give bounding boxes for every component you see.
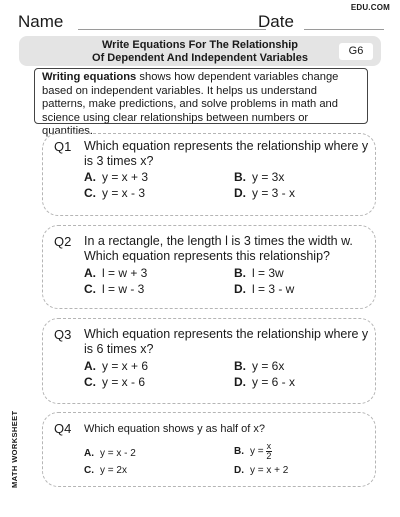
name-label: Name (18, 12, 64, 31)
option-letter: C. (84, 465, 94, 476)
edu-logo: EDU.COM (350, 3, 390, 12)
option-b[interactable] (234, 359, 284, 373)
question-number: Q1 (54, 139, 72, 154)
intro-text: shows how dependent variables change based on independent variables. It helps us understand patterns, make predictions, and solve problems in math and science using clear relationships between numbers or quantities. (42, 71, 339, 137)
option-letter: A. (84, 170, 96, 184)
option-text: y = 6 - x (252, 375, 296, 389)
question-box-2 (42, 225, 376, 309)
option-letter: B. (234, 446, 244, 458)
question-text: Which equation shows y as half of x? (84, 423, 265, 435)
name-date-row (18, 10, 382, 32)
option-text: y = x - 6 (102, 375, 146, 389)
option-a[interactable] (84, 170, 148, 184)
question-number: Q2 (54, 234, 72, 249)
option-text: y = 3 - x (252, 186, 296, 200)
option-text: y = x + 3 (102, 170, 149, 184)
option-letter: A. (84, 448, 94, 459)
option-b[interactable] (234, 266, 284, 280)
question-number: Q3 (54, 327, 72, 342)
option-letter: B. (234, 359, 246, 373)
option-letter: A. (84, 266, 96, 280)
title-line-2: Of Dependent And Independent Variables (92, 51, 308, 64)
title-bar (19, 36, 381, 66)
date-label: Date (258, 12, 294, 31)
option-text: y = x + 2 (250, 465, 289, 476)
option-letter: D. (234, 186, 246, 200)
option-letter: D. (234, 375, 246, 389)
option-letter: C. (84, 375, 96, 389)
option-b[interactable] (234, 170, 284, 184)
option-b[interactable] (234, 442, 272, 461)
option-text: y = 3x (252, 170, 285, 184)
option-letter: D. (234, 282, 246, 296)
question-number: Q4 (54, 421, 72, 436)
option-letter: A. (84, 359, 96, 373)
question-box-4 (42, 412, 376, 487)
option-c[interactable] (84, 375, 145, 389)
option-d[interactable] (234, 464, 288, 478)
intro-box (34, 68, 368, 137)
fraction-numerator: x (266, 441, 272, 451)
option-text: l = 3w (252, 266, 284, 280)
option-text: y = x - 3 (102, 186, 146, 200)
option-d[interactable] (234, 186, 295, 200)
option-text: y = x + 6 (102, 359, 149, 373)
option-a[interactable] (84, 447, 136, 461)
fraction-x-over-2 (266, 442, 273, 461)
option-c[interactable] (84, 282, 144, 296)
question-box-3 (42, 318, 376, 404)
side-label: MATH WORKSHEET (10, 410, 19, 488)
question-box-1 (42, 133, 376, 216)
intro-bold: Writing equations (42, 71, 137, 83)
option-text: y = 6x (252, 359, 285, 373)
option-text: y = 2x (100, 465, 127, 476)
date-line (304, 29, 384, 30)
option-text: l = 3 - w (252, 282, 295, 296)
option-d[interactable] (234, 282, 294, 296)
title-line-1: Write Equations For The Relationship (102, 39, 298, 51)
option-a[interactable] (84, 359, 148, 373)
option-letter: B. (234, 170, 246, 184)
option-text: y = (250, 446, 264, 458)
option-letter: B. (234, 266, 246, 280)
option-a[interactable] (84, 266, 147, 280)
option-c[interactable] (84, 464, 127, 478)
option-text: y = x - 2 (100, 448, 136, 459)
grade-badge: G6 (339, 43, 373, 60)
option-letter: C. (84, 282, 96, 296)
option-text: l = w + 3 (102, 266, 148, 280)
question-text: In a rectangle, the length l is 3 times the width w. Which equation represents this relationship? (84, 234, 353, 263)
option-text: l = w - 3 (102, 282, 145, 296)
option-c[interactable] (84, 186, 145, 200)
option-letter: C. (84, 186, 96, 200)
option-d[interactable] (234, 375, 295, 389)
option-letter: D. (234, 465, 244, 476)
fraction-denominator: 2 (266, 451, 272, 461)
name-line (78, 29, 266, 30)
question-text: Which equation represents the relationship where y is 6 times x? (84, 327, 369, 356)
question-text: Which equation represents the relationship where y is 3 times x? (84, 139, 369, 168)
worksheet-title (19, 39, 381, 64)
